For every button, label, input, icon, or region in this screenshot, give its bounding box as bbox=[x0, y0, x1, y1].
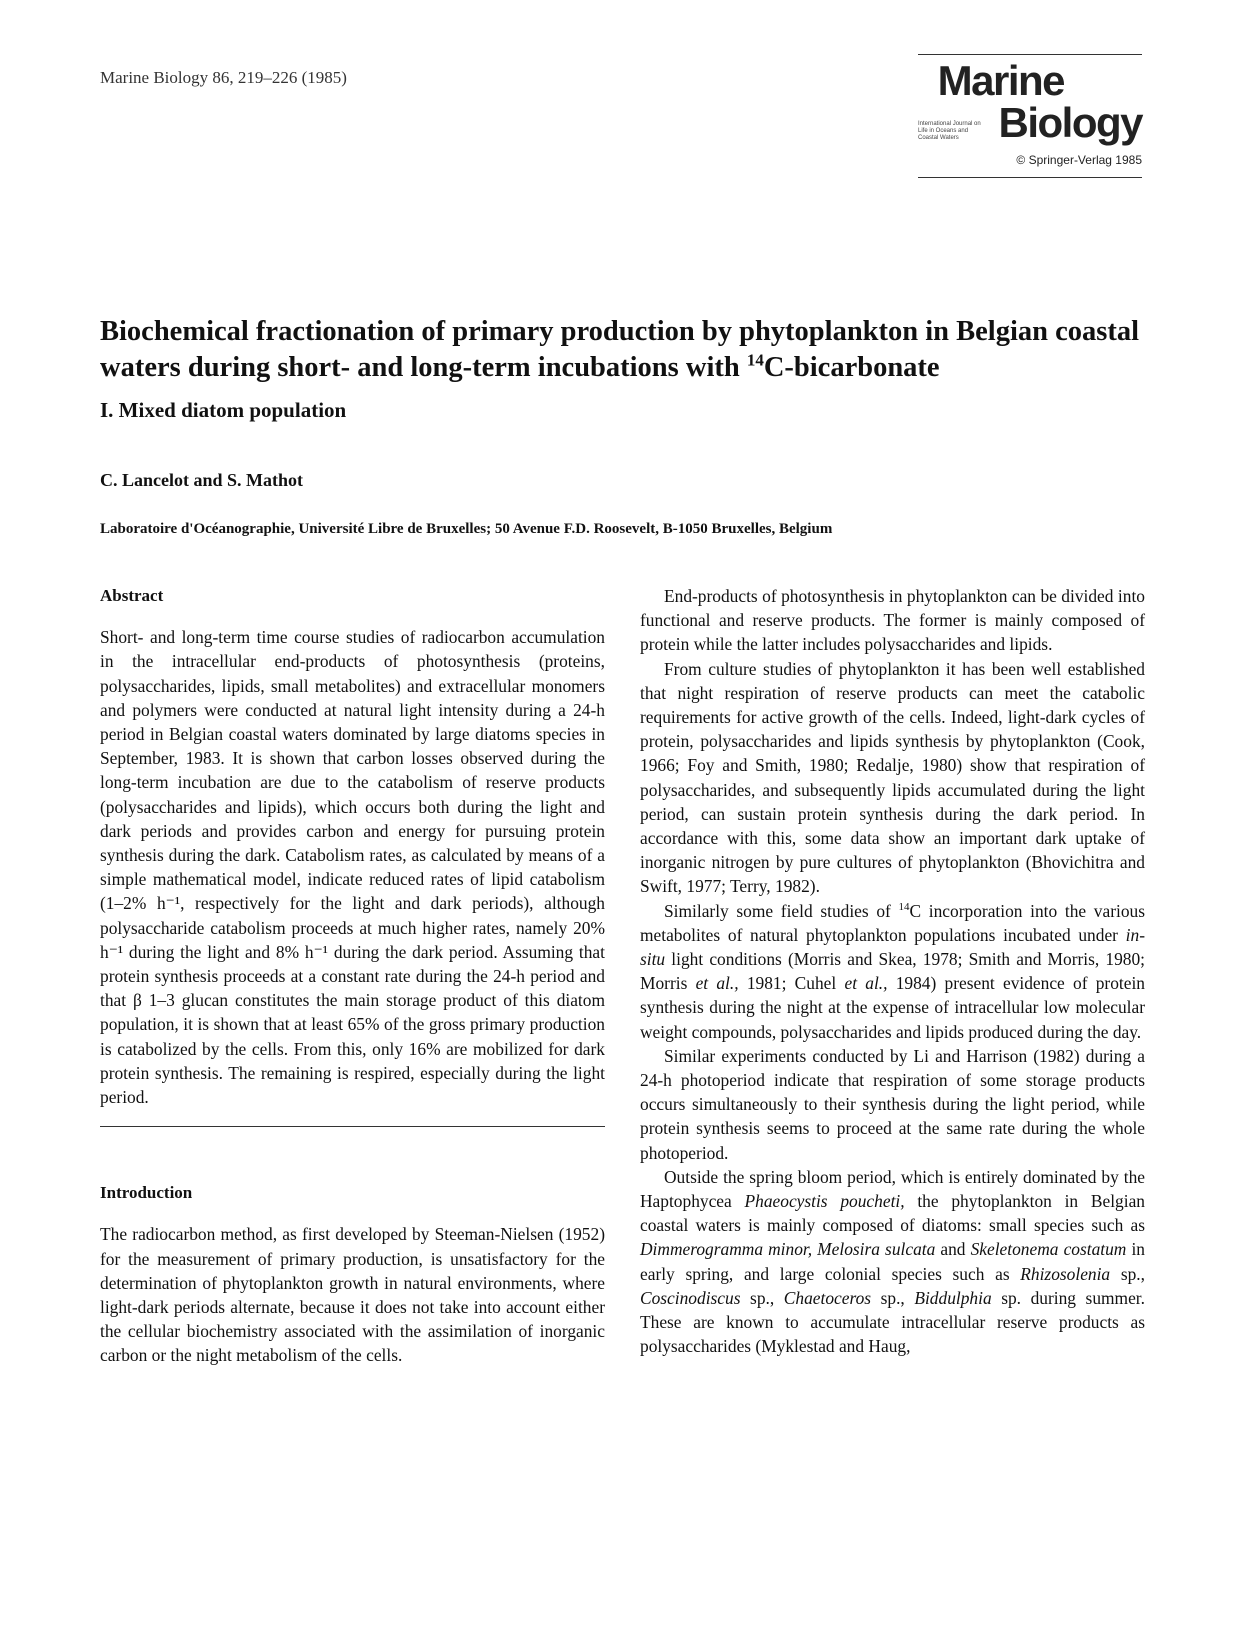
title-part1: Biochemical fractionation of primary production by phytoplankton in Belgian coastal waters during short- and long-term incubations with bbox=[100, 316, 1139, 383]
p5-text-f: sp., bbox=[740, 1287, 784, 1308]
authors: C. Lancelot and S. Mathot bbox=[100, 470, 304, 490]
p5-italic-5: Coscinodiscus bbox=[640, 1287, 741, 1308]
p5-italic-6: Chaetoceros bbox=[783, 1287, 872, 1308]
p3-italic-2: et al., bbox=[695, 973, 739, 994]
paragraph-2: From culture studies of phytoplankton it has been well established that night respiration of reserve products can meet the catabolic requirements for active growth of the cells. Indeed, light-dark cycles of protein, polysaccharides and lipids synthesis by phytoplankton (Cook, 1966; Foy and Smith, 1980; Redalje, 1980) show that respiration of polysaccharides, and subsequently lipids accumulated during the light period, can sustain protein synthesis during the dark period. In accordance with this, some data show an important dark uptake of inorganic nitrogen by pure cultures of phytoplankton (Bhovichitra and Swift, 1977; Terry, 1982). bbox=[640, 658, 1145, 897]
p3-superscript: 14 bbox=[898, 900, 910, 913]
p3-text-b: C incorporation into the various metabolites of natural phytoplankton populations incubated under bbox=[640, 900, 1145, 945]
p5-italic-2: Dimmerogramma minor, Melosira sulcata bbox=[640, 1239, 936, 1260]
title-part2: C-bicarbonate bbox=[763, 352, 940, 383]
copyright-notice: © Springer-Verlag 1985 bbox=[1016, 153, 1142, 167]
p5-text-h: sp. during summer. These are known to accumulate intracellular reserve products as polysaccharides (Myklestad and Haug, bbox=[640, 1287, 1145, 1357]
paragraph-5 bbox=[640, 1165, 1145, 1359]
introduction-text: The radiocarbon method, as first developed by Steeman-Nielsen (1952) for the measurement of primary production, is unsatisfactory for the determination of phytoplankton growth in natural environments, where light-dark periods alternate, because it does not take into account either the cellular biochemistry associated with the assimilation of inorganic carbon or the night metabolism of the cells. bbox=[100, 1224, 605, 1366]
p5-italic-3: Skeletonema costatum bbox=[970, 1239, 1127, 1260]
paragraph-1: End-products of photosynthesis in phytoplankton can be divided into functional and reserve products. The former is mainly composed of protein while the latter includes polysaccharides and lipids. bbox=[640, 586, 1145, 655]
right-column bbox=[640, 584, 1145, 1359]
title-superscript: 14 bbox=[746, 350, 764, 370]
journal-logo bbox=[918, 54, 1142, 178]
left-column bbox=[100, 584, 605, 1368]
p3-text-a: Similarly some field studies of bbox=[664, 900, 899, 921]
p3-italic-3: et al., bbox=[844, 973, 888, 994]
p3-text-d: 1981; Cuhel bbox=[738, 973, 845, 994]
paragraph-4: Similar experiments conducted by Li and Harrison (1982) during a 24-h photoperiod indicate that respiration of some storage products occurs simultaneously to their synthesis during the light period, while protein synthesis seems to proceed at the same rate during the whole photoperiod. bbox=[640, 1045, 1145, 1163]
section-divider bbox=[100, 1126, 605, 1127]
p5-text-d: in early spring, and large colonial species such as bbox=[640, 1239, 1145, 1284]
p5-text-e: sp., bbox=[1110, 1263, 1145, 1284]
journal-citation: Marine Biology 86, 219–226 (1985) bbox=[100, 68, 347, 87]
p5-text-g: sp., bbox=[871, 1287, 915, 1308]
p3-italic-1: in-situ bbox=[640, 924, 1145, 970]
introduction-heading: Introduction bbox=[100, 1183, 193, 1203]
p5-text-c: and bbox=[935, 1239, 971, 1260]
p5-text-b: the phytoplankton in Belgian coastal waters is mainly composed of diatoms: small species such as bbox=[640, 1191, 1145, 1236]
logo-biology-text: Biology bbox=[998, 99, 1142, 146]
abstract-text: Short- and long-term time course studies of radiocarbon accumulation in the intracellular end-products of photosynthesis (proteins, polysaccharides, lipids, small metabolites) and extracellular monomers and polymers were conducted at natural light intensity during a 24-h period in Belgian coastal waters dominated by large diatoms species in September, 1983. It is shown that carbon losses observed during the long-term incubation are due to the catabolism of reserve products (polysaccharides and lipids), which occurs both during the light and dark periods and provides carbon and energy for pursuing protein synthesis during the dark. Catabolism rates, as calculated by means of a simple mathematical model, indicate reduced rates of lipid catabolism (1–2% h⁻¹, respectively for the light and dark periods), although polysaccharide catabolism proceeds at much higher rates, namely 20% h⁻¹ during the light and 8% h⁻¹ during the dark period. Assuming that protein synthesis proceeds at a constant rate during the 24-h period and that β 1–3 glucan constitutes the main storage product of this diatom population, it is shown that at least 65% of the gross primary production is catabolized by the cells. From this, only 16% are mobilized for dark protein synthesis. The remaining is respired, especially during the light period. bbox=[100, 627, 605, 1108]
p3-text-e: 1984) present evidence of protein synthesis during the night at the expense of intracellular low molecular weight compounds, polysaccharides and lipids produced during the day. bbox=[640, 973, 1145, 1042]
paragraph-3 bbox=[640, 899, 1145, 1044]
p5-text-a: Outside the spring bloom period, which is entirely dominated by the Haptophycea bbox=[640, 1166, 1145, 1212]
p5-italic-7: Biddulphia bbox=[914, 1287, 992, 1308]
article-title bbox=[100, 314, 1140, 386]
abstract-heading: Abstract bbox=[100, 586, 164, 605]
p5-italic-1: Phaeocystis poucheti, bbox=[744, 1191, 905, 1212]
article-subtitle: I. Mixed diatom population bbox=[100, 398, 347, 422]
p3-text-c: light conditions (Morris and Skea, 1978; Smith and Morris, 1980; Morris bbox=[640, 949, 1145, 994]
p5-italic-4: Rhizosolenia bbox=[1020, 1263, 1111, 1284]
affiliation: Laboratoire d'Océanographie, Université Libre de Bruxelles; 50 Avenue F.D. Roosevelt, B-1050 Bruxelles, Belgium bbox=[100, 521, 833, 537]
logo-subtitle: International Journal on Life in Oceans and Coastal Waters bbox=[918, 121, 981, 141]
logo-marine-text: Marine bbox=[937, 57, 1064, 104]
